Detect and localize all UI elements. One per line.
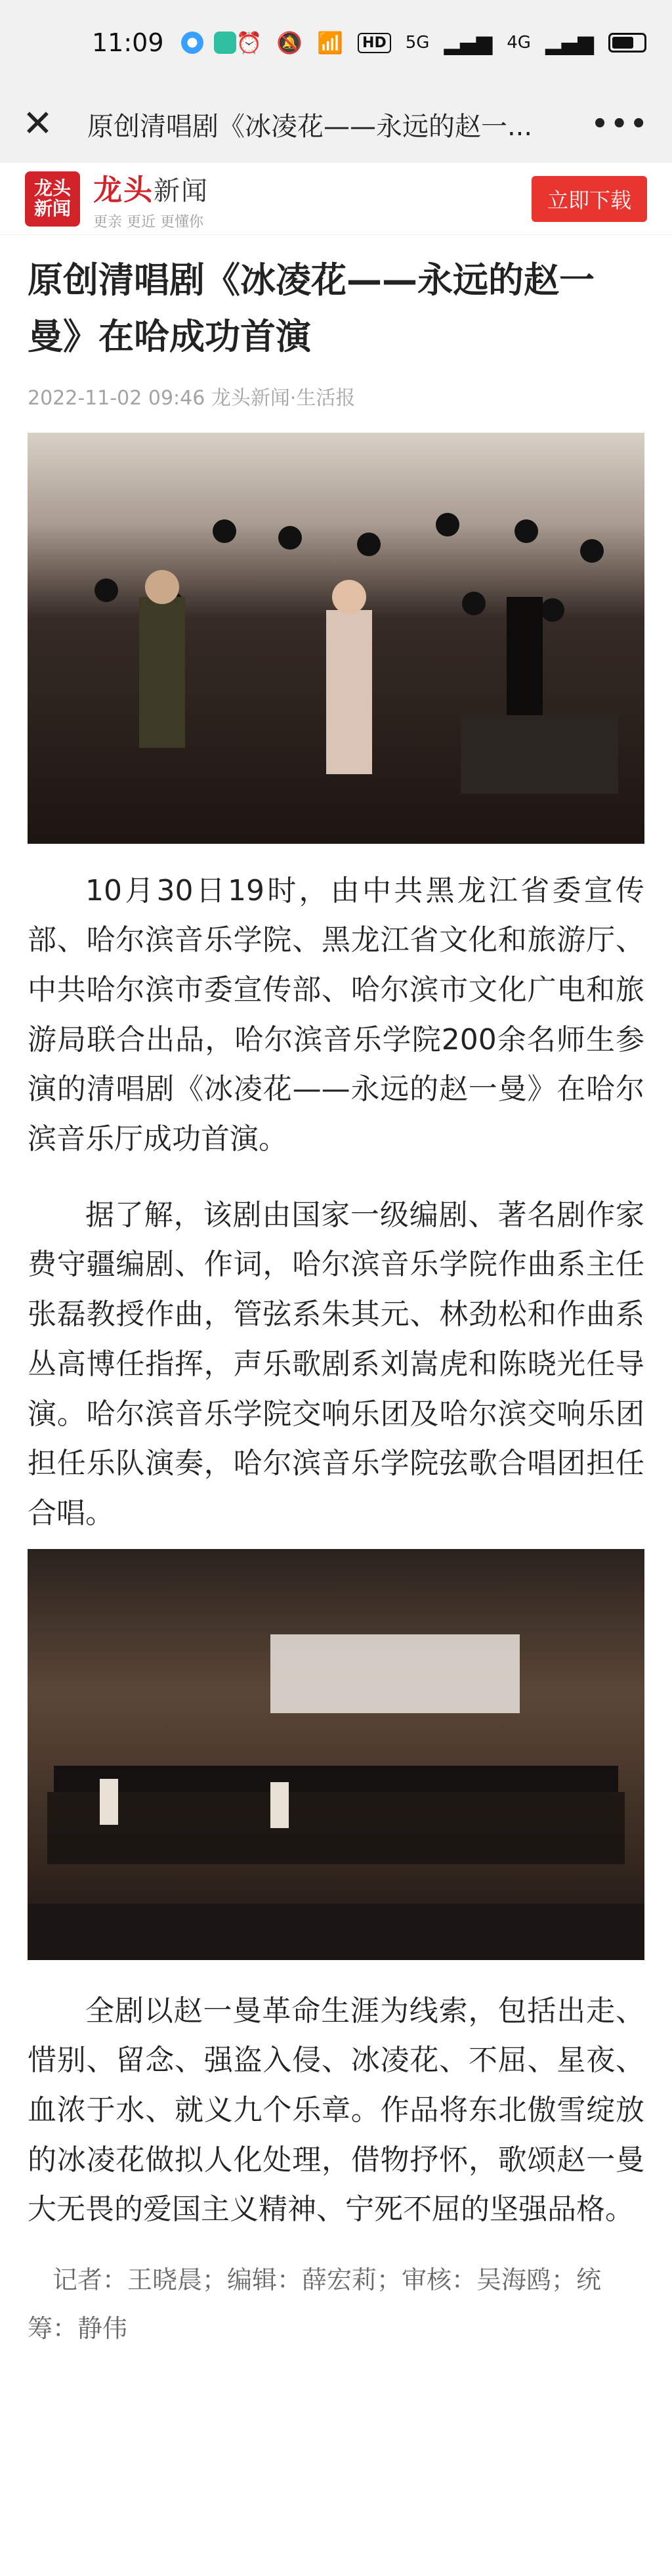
performance-photo-illustration [28,433,644,844]
brand-slogan: 更亲 更近 更懂你 [93,214,203,230]
battery-icon [608,33,646,53]
article-paragraph-2: 据了解，该剧由国家一级编剧、著名剧作家费守疆编剧、作词，哈尔滨音乐学院作曲系主任张磊教授作曲，管弦系朱其元、林劲松和作曲系丛高博任指挥，声乐歌剧系刘嵩虎和陈晓光任导演。哈尔滨音乐学院交响乐团及哈尔滨交响乐团担任乐队演奏，哈尔滨音乐学院弦歌合唱团担任合唱。 [28,1198,644,1530]
brand-prefix: 龙头 [93,173,154,207]
article-paragraph-3: 全剧以赵一曼革命生涯为线索，包括出走、惜别、留念、强盗入侵、冰凌花、不屈、星夜、血浓于水、就义九个乐章。作品将东北傲雪绽放的冰凌花做拟人化处理，借物抒怀，歌颂赵一曼大无畏的爱国主义精神、宁死不屈的坚强品格。 [28,1994,644,2227]
download-app-button[interactable]: 立即下载 [532,176,647,222]
signal-bars-icon-2: ▂▄▆ [545,30,594,55]
status-time: 11:09 [92,28,164,57]
app-logo [25,171,80,227]
hd-badge: HD [358,33,391,53]
page-title: 原创清唱剧《冰凌花——永远的赵一... [87,111,533,142]
logo-line-2: 新闻 [33,197,71,219]
article-photo-curtain-call [28,1549,644,1960]
article-photo-performers [28,433,644,844]
signal-bars-icon: ▂▄▆ [444,30,493,55]
logo-line-1: 龙头 [33,177,71,199]
article-meta: 2022-11-02 09:46 龙头新闻·生活报 [28,386,356,410]
curtain-call-photo-illustration [28,1549,644,1960]
signal-5g-label: 5G [405,33,430,53]
browser-app-icon [181,32,203,54]
alarm-icon: ⏰ [236,30,262,55]
status-app-icons [181,32,236,54]
close-icon[interactable]: ✕ [22,102,53,145]
battery-level [612,37,633,49]
brand-name [93,166,209,208]
status-indicators [236,32,646,53]
wifi-icon: 📶 [317,30,344,55]
chat-app-icon [214,32,236,54]
app-download-banner [0,163,672,235]
more-options-icon[interactable]: ••• [591,109,650,139]
status-bar [0,0,672,85]
signal-4g-label: 4G [507,33,531,53]
mute-icon: 🔕 [276,30,303,55]
brand-suffix: 新闻 [154,176,209,206]
article-credits: 记者：王晓晨；编辑：薛宏莉；审核：吴海鸥；统筹：静伟 [28,2265,602,2343]
article-headline: 原创清唱剧《冰凌花——永远的赵一曼》在哈成功首演 [28,259,595,358]
brand-block [93,166,209,231]
article [28,235,644,2353]
nav-bar [0,85,672,163]
article-paragraph-1: 10月30日19时，由中共黑龙江省委宣传部、哈尔滨音乐学院、黑龙江省文化和旅游厅、中共哈尔滨市委宣传部、哈尔滨市文化广电和旅游局联合出品，哈尔滨音乐学院200余名师生参演的清唱剧《冰凌花——永远的赵一曼》在哈尔滨音乐厅成功首演。 [28,873,644,1156]
